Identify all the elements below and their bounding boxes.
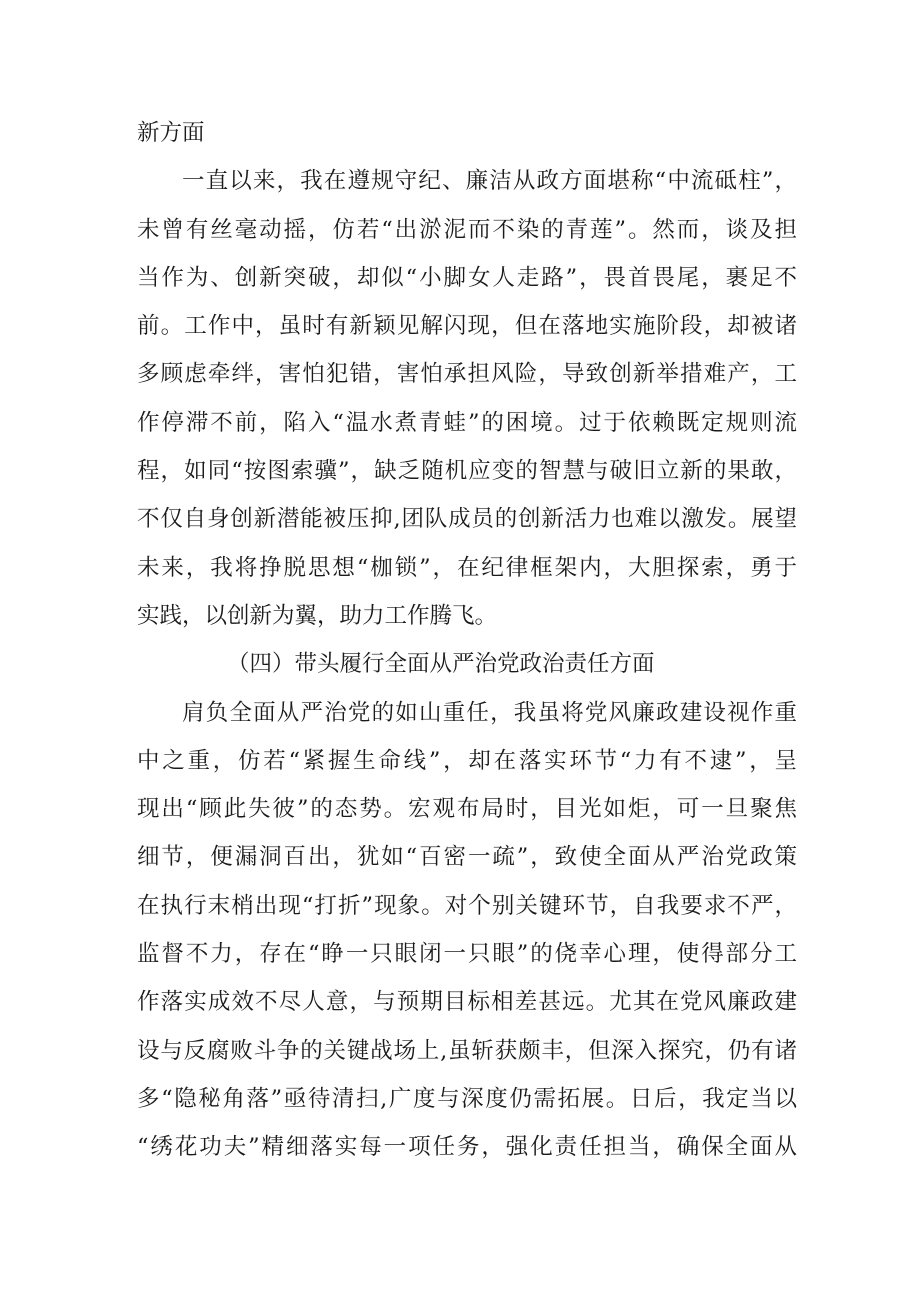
text-line: 设与反腐败斗争的关键战场上,虽斩获颇丰，但深入探究，仍有诸	[137, 1037, 797, 1064]
text-line: 未曾有丝毫动摇，仿若“出淤泥而不染的青莲”。然而，谈及担	[137, 216, 797, 243]
paragraph-first-line: 一直以来，我在遵规守纪、廉洁从政方面堪称“中流砥柱”，	[182, 168, 797, 195]
text-line: 中之重，仿若“紧握生命线”，却在落实环节“力有不逮”，呈	[137, 747, 797, 774]
text-line: 作停滞不前，陷入“温水煮青蛙”的困境。过于依赖既定规则流	[137, 409, 797, 436]
text-line: 新方面	[137, 120, 205, 146]
text-line: “绣花功夫”精细落实每一项任务，强化责任担当，确保全面从	[137, 1134, 797, 1161]
section-heading: （四）带头履行全面从严治党政治责任方面	[227, 651, 655, 678]
text-line: 未来，我将挣脱思想“枷锁”，在纪律框架内，大胆探索，勇于	[137, 554, 797, 581]
text-line: 程，如同“按图索骥”，缺乏随机应变的智慧与破旧立新的果敢，	[137, 458, 797, 485]
text-line: 现出“顾此失彼”的态势。宏观布局时，目光如炬，可一旦聚焦	[137, 796, 797, 823]
text-line: 多“隐秘角落”亟待清扫,广度与深度仍需拓展。日后，我定当以	[137, 1085, 797, 1112]
document-body	[137, 109, 797, 1172]
paragraph-first-line: 肩负全面从严治党的如山重任，我虽将党风廉政建设视作重	[182, 699, 797, 726]
text-line: 作落实成效不尽人意，与预期目标相差甚远。尤其在党风廉政建	[137, 989, 797, 1016]
text-line: 监督不力，存在“睁一只眼闭一只眼”的侥幸心理，使得部分工	[137, 941, 797, 968]
text-line: 实践，以创新为翼，助力工作腾飞。	[137, 602, 498, 629]
text-line: 细节，便漏洞百出，犹如“百密一疏”，致使全面从严治党政策	[137, 844, 797, 871]
text-line: 当作为、创新突破，却似“小脚女人走路”，畏首畏尾，裹足不	[137, 264, 797, 291]
text-line: 前。工作中，虽时有新颖见解闪现，但在落地实施阶段，却被诸	[137, 313, 797, 340]
text-line: 在执行末梢出现“打折”现象。对个别关键环节，自我要求不严，	[137, 892, 797, 919]
text-line: 不仅自身创新潜能被压抑,团队成员的创新活力也难以激发。展望	[137, 506, 797, 533]
text-line: 多顾虑牵绊，害怕犯错，害怕承担风险，导致创新举措难产，工	[137, 361, 797, 388]
